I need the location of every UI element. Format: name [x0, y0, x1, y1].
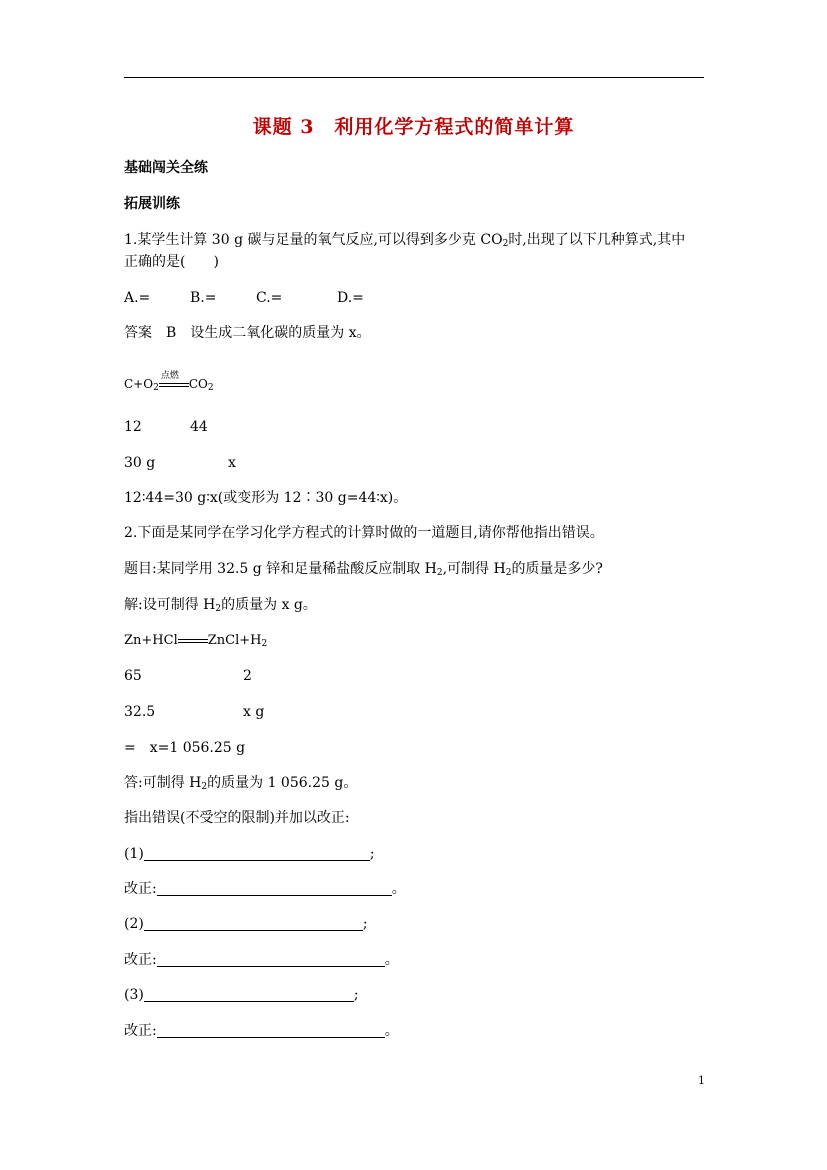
page-title: 课题 3 利用化学方程式的简单计算 [252, 116, 575, 138]
q2-given-mass: 32.5 [124, 704, 156, 720]
q2-molar-mass-h2: 2 [243, 668, 252, 684]
correction-1-row: 改正: 。 [124, 881, 406, 897]
q1-option-c: C.= [256, 290, 283, 306]
error-1-row: (1) ; [124, 846, 375, 862]
q2-instruction: 指出错误(不受空的限制)并加以改正: [124, 810, 350, 826]
q1-unknown: x [228, 455, 236, 471]
q1-option-d: D.= [337, 290, 364, 306]
q2-unknown: x g [243, 704, 265, 720]
q1-option-a: A.= [124, 290, 151, 306]
error-2-row: (2) ; [124, 916, 368, 932]
correction-3-row: 改正: 。 [124, 1023, 399, 1039]
q2-calculation: = x=1 056.25 g [124, 740, 246, 756]
error-3-row: (3) ; [124, 987, 359, 1003]
error-1-blank[interactable] [144, 846, 370, 861]
correction-1-blank[interactable] [157, 881, 392, 896]
error-2-blank[interactable] [144, 916, 363, 931]
q1-ratio: 12∶44=30 g∶x(或变形为 12∶30 g=44∶x)。 [124, 490, 408, 506]
reaction-equals-sign: 点燃 [159, 380, 189, 390]
q1-stem-line1: 1.某学生计算 30 g 碳与足量的氧气反应,可以得到多少克 $CO_2$时,出现了以下几种算式,其中 [124, 232, 686, 249]
q1-stem-line2: 正确的是( ) [124, 254, 219, 270]
q2-solution-setup: 解:设可制得 $H_2$的质量为 x g。 [124, 597, 317, 614]
q1-answer: 答案 B 设生成二氧化碳的质量为 x。 [124, 325, 371, 341]
error-3-blank[interactable] [144, 987, 354, 1002]
correction-2-blank[interactable] [157, 952, 385, 967]
q1-mass-ratio-a: 12 [124, 419, 142, 435]
q2-answer: 答:可制得 $H_2$的质量为 1 056.25 g。 [124, 775, 358, 792]
correction-2-row: 改正: 。 [124, 952, 399, 968]
section-heading-basic: 基础闯关全练 [124, 160, 208, 176]
q1-equation: $C+O_2$ 点燃 $CO_2$ [124, 370, 214, 393]
q1-given-mass: 30 g [124, 455, 156, 471]
q2-intro: 2.下面是某同学在学习化学方程式的计算时做的一道题目,请你帮他指出错误。 [124, 525, 604, 541]
q1-option-b: B.= [190, 290, 217, 306]
q2-molar-mass-zn: 65 [124, 668, 142, 684]
section-heading-extension: 拓展训练 [124, 196, 180, 212]
q2-problem: 题目:某同学用 32.5 g 锌和足量稀盐酸反应制取 $H_2$,可制得 $H_2$的质量是多少? [124, 561, 603, 578]
correction-3-blank[interactable] [157, 1023, 385, 1038]
header-rule [124, 77, 704, 78]
q2-equation: Zn+HCl $ZnCl+H_2$ [124, 633, 268, 649]
page-number: 1 [698, 1074, 705, 1087]
reaction-equals-sign [178, 636, 208, 646]
q1-mass-ratio-b: 44 [190, 419, 208, 435]
